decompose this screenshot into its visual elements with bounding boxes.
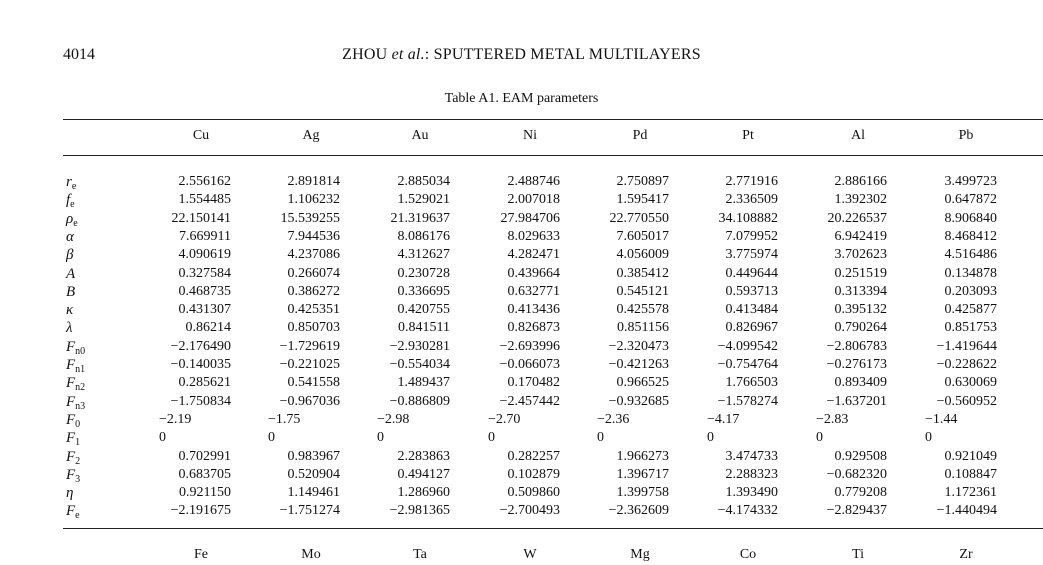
next-column-header-zr: Zr	[959, 547, 973, 562]
table-cell: 0.826967	[725, 320, 778, 336]
table-cell: 2.886166	[834, 174, 887, 189]
parameter-symbol-base: α	[66, 228, 74, 245]
column-header-pb: Pb	[958, 128, 974, 143]
table-row	[0, 374, 1043, 392]
parameter-symbol-subscript: n3	[75, 400, 86, 412]
table-cell: 0	[925, 430, 932, 446]
parameter-symbol	[66, 191, 75, 209]
table-cell: 3.474733	[725, 448, 778, 464]
table-cell: 0.439664	[507, 265, 560, 281]
table-cell: 34.108882	[718, 210, 778, 226]
table-cell: 0.851753	[944, 320, 997, 336]
table-cell: 0	[597, 430, 604, 446]
next-column-header-ta: Ta	[413, 547, 427, 562]
running-head-title: : SPUTTERED METAL MULTILAYERS	[424, 46, 701, 63]
table-cell: −2.320473	[608, 338, 669, 354]
table-cell: 4.237086	[287, 247, 340, 263]
table-cell: −4.17	[707, 411, 740, 427]
table-cell: −1.44	[925, 411, 958, 427]
parameter-symbol-base: B	[66, 283, 76, 300]
table-row	[0, 338, 1043, 356]
parameter-symbol-base: β	[66, 247, 74, 264]
table-cell: 1.554485	[178, 192, 231, 208]
next-column-header-co: Co	[739, 547, 757, 562]
table-cell: 1.766503	[725, 375, 778, 391]
table-cell: 2.771916	[725, 174, 778, 189]
table-cell: −0.886809	[389, 393, 450, 409]
table-row	[0, 466, 1043, 484]
table-row	[0, 265, 1043, 283]
table-cell: 0.779208	[834, 485, 887, 501]
table-cell: 0.468735	[178, 283, 231, 299]
table-cell: 7.605017	[616, 228, 669, 244]
parameter-symbol-subscript: e	[71, 181, 77, 192]
table-cell: −2.98	[377, 411, 410, 427]
table-cell: −0.754764	[717, 357, 778, 372]
table-cell: 2.556162	[178, 174, 231, 189]
parameter-symbol-subscript: 3	[75, 473, 81, 485]
table-cell: 8.468412	[944, 228, 997, 244]
parameter-symbol-base: κ	[66, 302, 74, 319]
table-cell: −2.457442	[499, 393, 560, 409]
table-cell: 0.282257	[507, 448, 560, 464]
table-cell: 0.545121	[616, 283, 669, 299]
table-cell: 6.942419	[834, 228, 887, 244]
column-header-ni: Ni	[523, 128, 537, 143]
table-cell: 1.399758	[616, 485, 669, 501]
page-number: 4014	[63, 46, 95, 63]
table-row	[0, 246, 1043, 264]
table-cell: 0.86214	[185, 320, 231, 336]
table-cell: 2.885034	[397, 174, 450, 189]
table-cell: −2.806783	[826, 338, 887, 354]
parameter-symbol-base: λ	[66, 320, 73, 337]
table-row	[0, 356, 1043, 374]
table-cell: 0.449644	[725, 265, 778, 281]
table-cell: 0.431307	[178, 302, 231, 318]
table-cell: 4.312627	[397, 247, 450, 263]
table-cell: 0	[377, 430, 384, 446]
table-cell: 0.520904	[287, 466, 340, 482]
table-cell: 0.851156	[617, 320, 669, 336]
table-cell: 8.086176	[397, 228, 450, 244]
parameter-symbol-base: r	[66, 174, 72, 190]
table-cell: 7.669911	[179, 228, 231, 244]
parameter-symbol-base: F	[66, 393, 76, 410]
table-cell: 0	[159, 430, 166, 446]
table-cell: 27.984706	[500, 210, 560, 226]
table-cell: 0.509860	[507, 485, 560, 501]
table-row	[0, 319, 1043, 337]
table-cell: 0.413484	[725, 302, 778, 318]
table-cell: −1.578274	[717, 393, 778, 409]
table-bottom-rule	[63, 528, 1043, 529]
table-header-rule	[63, 155, 1043, 156]
next-column-header-w: W	[523, 547, 537, 562]
table-cell: 0.790264	[834, 320, 887, 336]
table-cell: 3.775974	[725, 247, 778, 263]
parameter-symbol	[66, 466, 80, 484]
column-header-pt: Pt	[742, 128, 754, 143]
parameter-symbol-subscript: n1	[75, 364, 86, 375]
table-cell: 1.966273	[616, 448, 669, 464]
table-cell: −0.967036	[279, 393, 340, 409]
table-cell: −2.981365	[389, 503, 450, 519]
table-cell: 15.539255	[280, 210, 340, 226]
table-cell: 0.170482	[507, 375, 560, 391]
table-cell: 0.893409	[834, 375, 887, 391]
table-cell: −0.421263	[608, 357, 669, 372]
parameter-symbol-base: ρ	[66, 210, 74, 227]
table-cell: −2.176490	[170, 338, 231, 354]
next-column-header-ti: Ti	[852, 547, 864, 562]
parameter-symbol-subscript: 2	[75, 455, 81, 467]
column-header-ag: Ag	[302, 128, 320, 143]
table-row	[0, 301, 1043, 319]
table-cell: −0.932685	[608, 393, 669, 409]
table-cell: 0.102879	[507, 466, 560, 482]
table-cell: 0.425578	[616, 302, 669, 318]
table-cell: 0.336695	[397, 283, 450, 299]
table-cell: 2.283863	[397, 448, 450, 464]
table-cell: 0.266074	[287, 265, 340, 281]
parameter-symbol	[66, 356, 85, 374]
table-cell: 0.425877	[944, 302, 997, 318]
parameter-symbol	[66, 502, 80, 520]
table-cell: 8.906840	[944, 210, 997, 226]
table-caption: Table A1. EAM parameters	[444, 91, 599, 106]
next-column-header-fe: Fe	[194, 547, 208, 562]
table-cell: 0.134878	[944, 265, 997, 281]
table-cell: −1.75	[268, 411, 301, 427]
table-cell: 0.632771	[507, 283, 560, 299]
table-cell: 0.230728	[397, 265, 450, 281]
table-cell: −2.700493	[499, 503, 560, 519]
table-cell: 4.090619	[178, 247, 231, 263]
table-cell: 0	[816, 430, 823, 446]
table-row	[0, 191, 1043, 209]
parameter-symbol-base: f	[66, 192, 71, 209]
table-cell: −2.19	[159, 411, 192, 427]
table-cell: 8.029633	[507, 228, 560, 244]
table-cell: 0.494127	[397, 466, 450, 482]
table-cell: −0.276173	[826, 357, 887, 372]
table-cell: 0.702991	[178, 448, 231, 464]
table-cell: −2.36	[597, 411, 630, 427]
table-row	[0, 411, 1043, 429]
running-head	[0, 46, 1043, 64]
table-cell: 0.413436	[507, 302, 560, 318]
column-header-pd: Pd	[632, 128, 648, 143]
parameter-symbol-subscript: e	[73, 217, 78, 229]
table-cell: 1.392302	[834, 192, 887, 208]
parameter-symbol-base: F	[66, 357, 76, 373]
table-cell: 0.420755	[397, 302, 450, 318]
table-row	[0, 173, 1043, 191]
table-cell: 4.516486	[944, 247, 997, 263]
table-cell: −1.637201	[826, 393, 887, 409]
table-cell: 1.489437	[397, 375, 450, 391]
table-cell: −1.750834	[170, 393, 231, 409]
parameter-symbol-subscript: n2	[75, 382, 86, 394]
table-cell: −0.221025	[279, 357, 340, 372]
table-cell: 0.966525	[616, 375, 669, 391]
parameter-symbol	[66, 210, 78, 228]
table-top-rule	[63, 119, 1043, 120]
parameter-symbol	[66, 338, 85, 356]
table-cell: 0.850703	[287, 320, 340, 336]
next-column-header-mo: Mo	[301, 547, 321, 562]
table-cell: 2.891814	[287, 174, 340, 189]
table-cell: −1.751274	[279, 503, 340, 519]
table-row	[0, 429, 1043, 447]
parameter-symbol-base: F	[66, 375, 76, 392]
table-cell: 7.079952	[725, 228, 778, 244]
table-cell: 0.108847	[944, 466, 997, 482]
parameter-symbol-base: η	[66, 485, 74, 502]
table-cell: −1.419644	[936, 338, 997, 354]
table-cell: 2.007018	[507, 192, 560, 208]
column-header-al: Al	[851, 128, 865, 143]
table-cell: 0.630069	[944, 375, 997, 391]
parameter-symbol	[66, 484, 73, 502]
table-cell: 3.702623	[834, 247, 887, 263]
parameter-symbol	[66, 393, 85, 411]
parameter-symbol-subscript: e	[70, 199, 75, 211]
table-row	[0, 484, 1043, 502]
table-cell: 21.319637	[390, 210, 450, 226]
table-cell: 0.395132	[834, 302, 887, 318]
table-cell: 0.285621	[178, 375, 231, 391]
table-cell: −2.930281	[389, 338, 450, 354]
table-cell: 0.841511	[398, 320, 450, 336]
table-cell: −0.066073	[499, 357, 560, 372]
parameter-symbol-base: F	[66, 430, 76, 447]
table-cell: −4.099542	[717, 338, 778, 354]
table-cell: 4.282471	[507, 247, 560, 263]
parameter-symbol-base: F	[66, 503, 76, 520]
table-cell: −4.174332	[717, 503, 778, 519]
parameter-symbol-base: F	[66, 466, 76, 483]
table-cell: 7.944536	[287, 228, 340, 244]
table-cell: −0.560952	[936, 393, 997, 409]
table-cell: 1.396717	[616, 466, 669, 482]
table-cell: 3.499723	[944, 174, 997, 189]
table-row	[0, 393, 1043, 411]
column-header-cu: Cu	[192, 128, 210, 143]
table-row	[0, 228, 1043, 246]
next-column-header-mg: Mg	[630, 547, 650, 562]
table-cell: 1.529021	[397, 192, 450, 208]
table-cell: −2.693996	[499, 338, 560, 354]
parameter-symbol-base: A	[66, 265, 76, 282]
parameter-symbol-base: F	[66, 338, 76, 355]
table-cell: 0.327584	[178, 265, 231, 281]
table-cell: 0.826873	[507, 320, 560, 336]
parameter-symbol-subscript: e	[75, 510, 80, 522]
parameter-symbol-subscript: n0	[75, 345, 86, 357]
table-cell: 0.386272	[287, 283, 340, 299]
table-cell: 0.385412	[616, 265, 669, 281]
table-cell: 0.647872	[944, 192, 997, 208]
table-cell: −0.682320	[826, 466, 887, 482]
table-cell: −2.83	[816, 411, 849, 427]
table-cell: −2.829437	[826, 503, 887, 519]
table-cell: 0	[707, 430, 714, 446]
parameter-symbol	[66, 374, 85, 392]
parameter-symbol	[66, 448, 80, 466]
table-cell: 0.929508	[834, 448, 887, 464]
table-cell: 0.541558	[287, 375, 340, 391]
table-cell: 0.251519	[834, 265, 887, 281]
table-cell: 22.770550	[609, 210, 669, 226]
parameter-symbol	[66, 411, 80, 429]
table-cell: 1.172361	[944, 485, 997, 501]
parameter-symbol	[66, 246, 73, 264]
table-cell: 1.286960	[397, 485, 450, 501]
table-cell: 20.226537	[827, 210, 887, 226]
table-cell: −2.362609	[608, 503, 669, 519]
parameter-symbol	[66, 301, 73, 319]
table-cell: 1.393490	[725, 485, 778, 501]
table-cell: 1.595417	[616, 192, 669, 208]
table-cell: 2.750897	[616, 174, 669, 189]
parameter-symbol-subscript: 0	[75, 418, 81, 430]
parameter-symbol	[66, 228, 74, 246]
table-cell: −0.140035	[170, 357, 231, 372]
parameter-symbol-subscript: 1	[75, 437, 81, 449]
table-cell: −1.729619	[279, 338, 340, 354]
table-cell: 0.203093	[944, 283, 997, 299]
table-cell: −2.191675	[170, 503, 231, 519]
parameter-symbol-base: F	[66, 448, 76, 465]
table-cell: −2.70	[488, 411, 521, 427]
table-cell: 4.056009	[616, 247, 669, 263]
table-cell: 0.983967	[287, 448, 340, 464]
running-head-authors: ZHOU	[342, 46, 388, 63]
table-cell: 1.149461	[287, 485, 340, 501]
table-cell: 0.683705	[178, 466, 231, 482]
table-cell: −0.228622	[936, 357, 997, 372]
table-cell: 0	[488, 430, 495, 446]
table-cell: 2.488746	[507, 174, 560, 189]
parameter-symbol-base: F	[66, 411, 76, 428]
table-cell: −1.440494	[936, 503, 997, 519]
table-row	[0, 210, 1043, 228]
table-cell: 0.593713	[725, 283, 778, 299]
table-cell: 0.921049	[944, 448, 997, 464]
table-row	[0, 283, 1043, 301]
parameter-symbol	[66, 265, 75, 283]
parameter-symbol	[66, 429, 80, 447]
parameter-symbol	[66, 283, 75, 301]
table-cell: 0	[268, 430, 275, 446]
table-cell: 2.336509	[725, 192, 778, 208]
parameter-symbol	[66, 173, 76, 191]
table-cell: 1.106232	[287, 192, 340, 208]
table-cell: 22.150141	[171, 210, 231, 226]
table-cell: −0.554034	[389, 357, 450, 372]
table-row	[0, 502, 1043, 520]
table-cell: 0.425351	[287, 302, 340, 318]
table-cell: 0.921150	[179, 485, 231, 501]
column-header-au: Au	[411, 128, 429, 143]
running-head-etal: et al.	[391, 46, 425, 63]
table-row	[0, 448, 1043, 466]
table-cell: 2.288323	[725, 466, 778, 482]
table-cell: 0.313394	[834, 283, 887, 299]
parameter-symbol	[66, 319, 73, 337]
